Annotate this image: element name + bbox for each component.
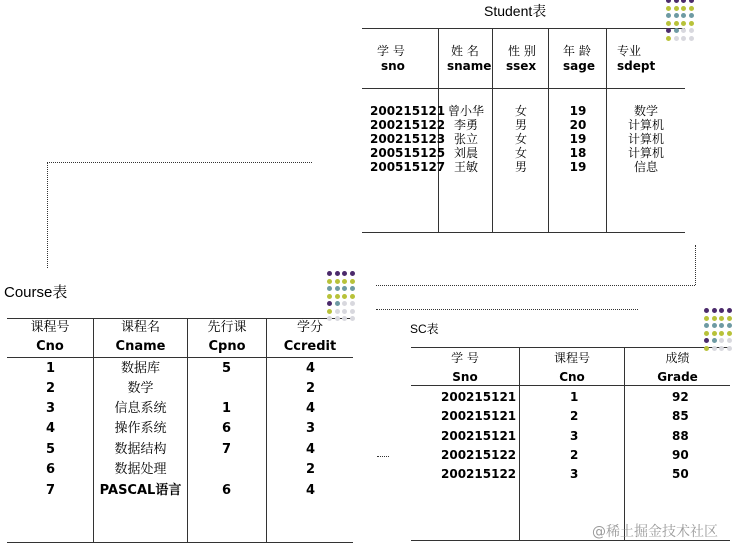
decorative-dot [674,21,679,26]
student-sdept: 数学 [633,104,658,118]
sc-grade: 88 [672,429,689,443]
sc-header-sno-cn: 学 号 [451,351,479,365]
course-cno: 3 [46,401,56,416]
decorative-dot [689,36,694,41]
course-cname: 操作系统 [114,421,167,436]
decorative-dot [689,13,694,18]
student-col-divider [548,28,549,232]
sc-sno: 200215122 [441,448,517,462]
course-cname: 数据结构 [114,442,167,457]
decorative-dot [335,309,340,314]
sc-sno: 200215121 [441,390,517,404]
course-ccredit: 4 [306,483,316,498]
decorative-dot [674,13,679,18]
course-cno: 5 [46,442,56,457]
student-ssex: 女 [514,132,527,146]
decorative-dot [335,271,340,276]
decorative-dot [727,346,732,351]
connector-line [47,162,48,268]
course-ccredit: 2 [306,381,316,396]
student-header-sname: sname [447,59,492,73]
course-cname: 信息系统 [114,401,167,416]
decorative-dot [712,338,717,343]
decorative-dot [719,331,724,336]
decorative-dot [704,338,709,343]
decorative-dot [689,6,694,11]
student-header-sdept: sdept [617,59,656,73]
course-cname: 数学 [127,381,154,396]
decorative-dot [327,316,332,321]
decorative-dot [666,6,671,11]
sc-header-cno-cn: 课程号 [553,351,590,365]
course-cno: 1 [46,361,56,376]
student-sno: 200515127 [370,160,446,174]
decorative-dot [727,323,732,328]
sc-cno: 2 [570,409,579,423]
student-ssex: 女 [514,146,527,160]
decorative-dot [681,0,686,3]
decorative-dot [666,21,671,26]
decorative-dot [719,338,724,343]
student-col-divider [492,28,493,232]
decorative-dot [350,316,355,321]
decorative-dot [350,279,355,284]
course-ccredit: 4 [306,361,316,376]
course-cname: PASCAL语言 [99,483,182,498]
decorative-dot [342,271,347,276]
student-header-sno-cn: 学 号 [377,44,405,58]
sc-header-sno: Sno [452,370,478,384]
decorative-dot [342,316,347,321]
sc-cno: 3 [570,467,579,481]
course-top-rule [7,318,353,319]
decorative-dot [350,309,355,314]
course-ccredit: 3 [306,421,316,436]
course-ccredit: 2 [306,462,316,477]
decorative-dot [704,346,709,351]
decorative-dot [327,286,332,291]
decorative-dot [712,323,717,328]
course-header-cname-cn: 课程名 [120,320,160,335]
decorative-dot [666,36,671,41]
sc-header-grade: Grade [657,370,698,384]
course-cno: 7 [46,483,56,498]
decorative-dot [704,308,709,313]
course-header-cpno: Cpno [208,339,246,354]
sc-top-rule [411,347,730,348]
connector-line [376,285,695,286]
student-header-sname-cn: 姓 名 [451,44,479,58]
sc-grade: 50 [672,467,689,481]
connector-line [47,162,312,163]
decorative-dot [719,316,724,321]
student-sname: 刘晨 [453,146,478,160]
course-header-ccredit: Ccredit [283,339,337,354]
decorative-dot [342,279,347,284]
connector-line [376,309,638,310]
decorative-dot [335,301,340,306]
connector-line [695,245,696,285]
decorative-dot [350,286,355,291]
student-sdept: 计算机 [627,146,664,160]
decorative-dot [335,279,340,284]
decorative-dot [681,36,686,41]
student-sdept: 计算机 [627,132,664,146]
student-header-sage-cn: 年 龄 [563,44,591,58]
student-top-rule [362,28,685,29]
student-sdept: 计算机 [627,118,664,132]
decorative-dot [335,316,340,321]
student-ssex: 男 [514,118,527,132]
decorative-dot [719,346,724,351]
decorative-dot [335,286,340,291]
course-cpno: 1 [222,401,232,416]
student-sage: 20 [569,118,587,132]
sc-grade: 85 [672,409,689,423]
student-sname: 张立 [453,132,478,146]
sc-cno: 3 [570,429,579,443]
course-header-cname: Cname [115,339,166,354]
decorative-dot [327,271,332,276]
student-sname: 王敏 [453,160,478,174]
decorative-dot [689,0,694,3]
student-sage: 18 [569,146,587,160]
sc-grade: 92 [672,390,689,404]
course-header-cpno-cn: 先行课 [207,320,247,335]
decorative-dot [689,28,694,33]
student-table-title: Student表 [484,3,547,19]
course-header-rule [7,357,353,358]
decorative-dot [674,0,679,3]
decorative-dot [712,346,717,351]
course-bottom-rule [7,542,353,543]
decorative-dot [335,294,340,299]
student-header-sno: sno [381,59,405,73]
sc-sno: 200215121 [441,429,517,443]
student-sname: 曾小华 [447,104,484,118]
course-cpno: 5 [222,361,232,376]
course-cno: 2 [46,381,56,396]
student-col-divider [606,28,607,232]
decorative-dot [689,21,694,26]
decorative-dot [674,28,679,33]
student-sage: 19 [569,160,587,174]
student-header-ssex: ssex [506,59,537,73]
decorative-dot [350,271,355,276]
decorative-dot [681,21,686,26]
decorative-dot [674,36,679,41]
course-header-cno-cn: 课程号 [30,320,70,335]
student-ssex: 女 [514,104,527,118]
decorative-dot [681,28,686,33]
decorative-dot [666,13,671,18]
decorative-dot [666,0,671,3]
sc-sno: 200215122 [441,467,517,481]
course-header-ccredit-cn: 学分 [296,320,323,335]
student-ssex: 男 [514,160,527,174]
decorative-dot [674,6,679,11]
decorative-dot [342,294,347,299]
course-cpno: 7 [222,442,232,457]
course-cname: 数据库 [120,361,160,376]
course-table-title: Course表 [4,284,68,301]
sc-sno: 200215121 [441,409,517,423]
decorative-dot [342,301,347,306]
course-header-cno: Cno [36,339,64,354]
sc-header-rule [411,385,730,386]
decorative-dot [704,316,709,321]
decorative-dot [727,308,732,313]
student-sname: 李勇 [453,118,478,132]
decorative-dot [712,308,717,313]
decorative-dot [704,323,709,328]
decorative-dot [727,338,732,343]
decorative-dot [704,331,709,336]
sc-header-cno: Cno [559,370,585,384]
student-sno: 200215122 [370,118,446,132]
course-cpno: 6 [222,483,232,498]
student-sno: 200215123 [370,132,446,146]
decorative-dot [712,331,717,336]
decorative-dot [712,316,717,321]
connector-line [377,456,389,457]
course-ccredit: 4 [306,442,316,457]
student-header-sdept-cn: 专业 [617,44,642,58]
student-sno: 200215121 [370,104,446,118]
decorative-dot [342,309,347,314]
decorative-dot [350,301,355,306]
decorative-dot [327,301,332,306]
decorative-dot [327,294,332,299]
course-cname: 数据处理 [114,462,167,477]
student-sdept: 信息 [633,160,658,174]
sc-header-grade-cn: 成绩 [665,351,690,365]
student-header-ssex-cn: 性 别 [508,44,536,58]
student-header-sage: sage [563,59,595,73]
student-sno: 200515125 [370,146,446,160]
course-cno: 4 [46,421,56,436]
watermark-text: @稀土掘金技术社区 [592,524,718,540]
decorative-dot [666,28,671,33]
decorative-dot [719,308,724,313]
decorative-dot [327,309,332,314]
student-header-rule [362,88,685,89]
decorative-dot [327,279,332,284]
course-cno: 6 [46,462,56,477]
decorative-dot [350,294,355,299]
decorative-dot [727,331,732,336]
sc-cno: 1 [570,390,579,404]
student-sage: 19 [569,132,587,146]
decorative-dot [727,316,732,321]
student-bottom-rule [362,232,685,233]
decorative-dot [681,6,686,11]
course-cpno: 6 [222,421,232,436]
sc-table-title: SC表 [410,322,439,336]
decorative-dot [719,323,724,328]
student-sage: 19 [569,104,587,118]
sc-cno: 2 [570,448,579,462]
course-ccredit: 4 [306,401,316,416]
sc-grade: 90 [672,448,689,462]
decorative-dot [681,13,686,18]
decorative-dot [342,286,347,291]
